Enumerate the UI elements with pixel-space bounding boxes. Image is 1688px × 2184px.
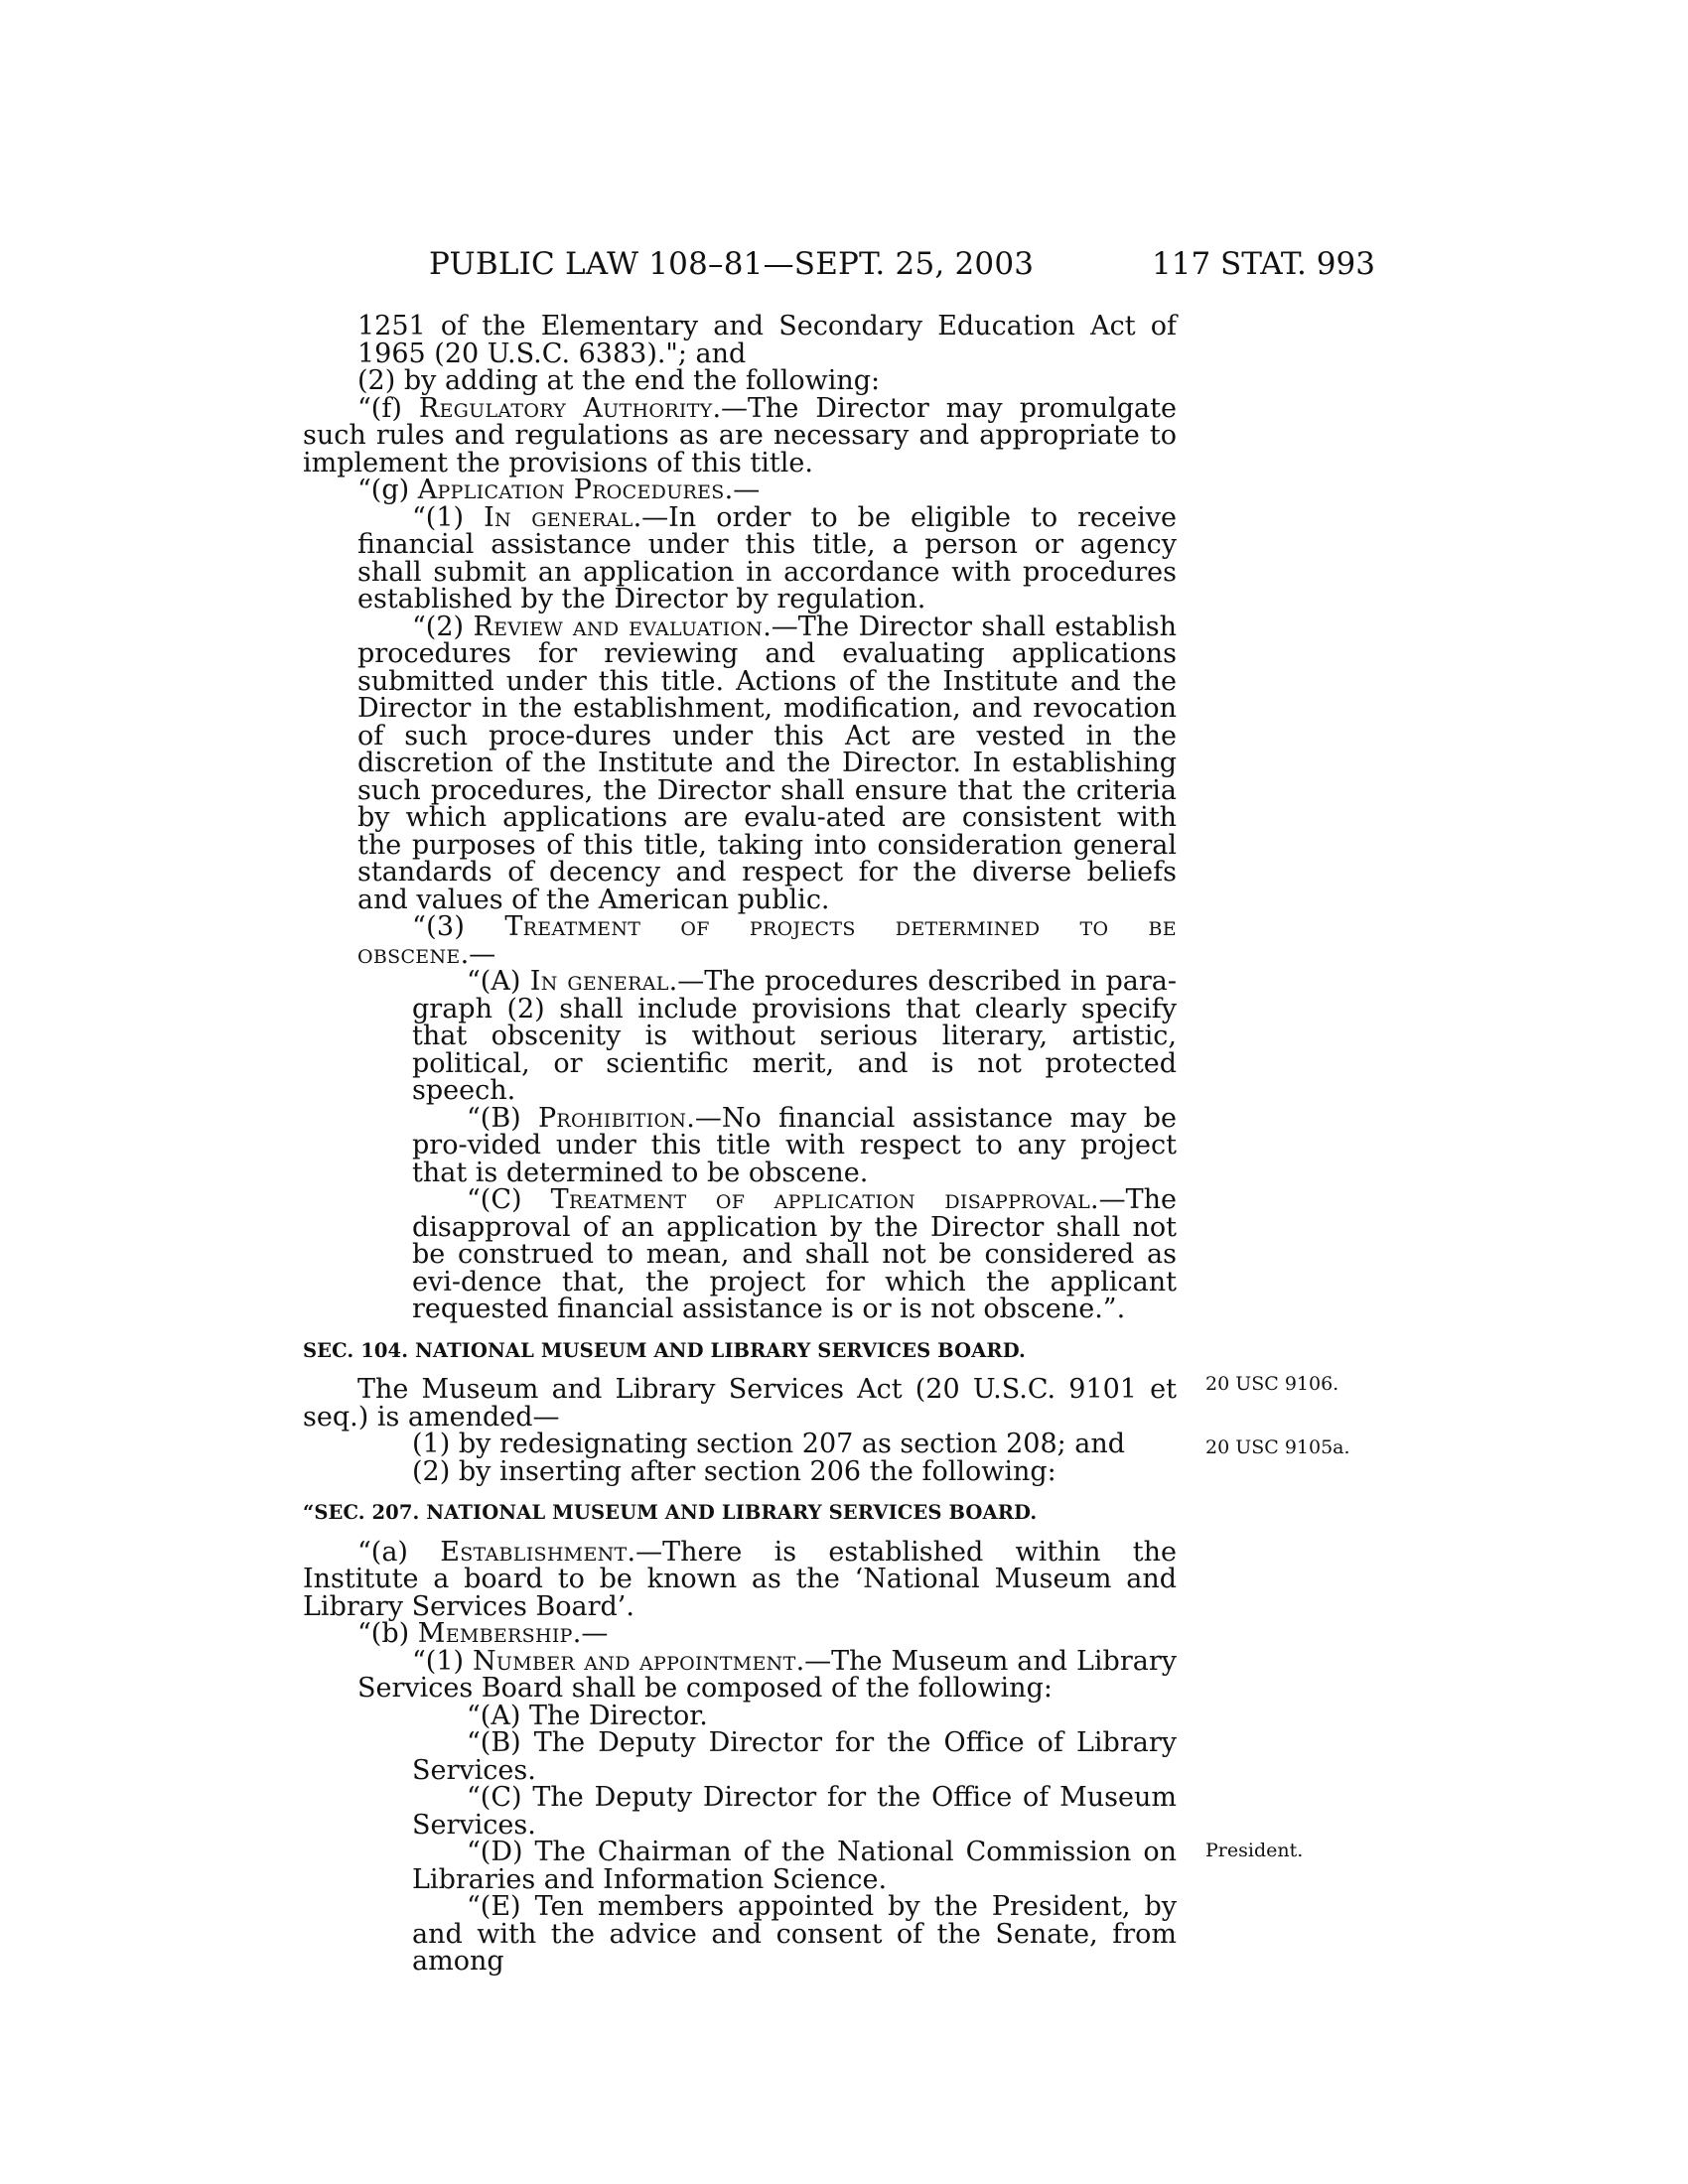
paragraph: “(2) Review and evaluation.—The Director shall establish procedures for reviewing and evaluating applications submitted under this title. Actions of the Institute and the Director in the establishment, modification, and revocation of such proce-dures under this Act are vested in the discretion of the Institute and the Director. In establishing such procedures, the Director shall ensure that the criteria by which applications are evalu-ated are consistent with the purposes of this title, taking into consideration general standards of decency and respect for the diverse beliefs and values of the American public. — [357, 611, 1177, 915]
paragraph: “(A) The Director. — [467, 1700, 708, 1731]
margin-note: 20 USC 9105a. — [1205, 1436, 1350, 1458]
section-heading: SEC. 104. NATIONAL MUSEUM AND LIBRARY SERVICES BOARD. — [303, 1338, 1026, 1362]
paragraph: “(a) Establishment.—There is established within the Institute a board to be known as the ‘National Museum and Library Services Board’. — [303, 1536, 1177, 1622]
paragraph: (2) by adding at the end the following: — [357, 365, 881, 396]
paragraph: “(C) The Deputy Director for the Office of Museum Services. — [412, 1782, 1177, 1841]
statute-text — [303, 313, 1177, 1976]
paragraph: “(g) Application Procedures.— — [357, 475, 761, 505]
section-heading: “SEC. 207. NATIONAL MUSEUM AND LIBRARY SERVICES BOARD. — [303, 1501, 1038, 1524]
paragraph: “(E) Ten members appointed by the President, by and with the advice and consent of the Senate, from among — [412, 1891, 1177, 1977]
paragraph-3-heading: “(3) Treatment of projects determined to be — [412, 911, 1177, 942]
margin-note: President. — [1205, 1840, 1304, 1861]
paragraph: obscene.— — [357, 938, 496, 970]
paragraph: “(1) Number and appointment.—The Museum and Library Services Board shall be composed of the following: — [357, 1645, 1177, 1704]
paragraph: “(C) Treatment of application disapproval.—The disapproval of an application by the Director shall not be construed to mean, and shall not be considered as evi-dence that, the project for which the applicant requested financial assistance is or is not obscene.”. — [412, 1184, 1177, 1324]
paragraph: 1251 of the Elementary and Secondary Education Act of 1965 (20 U.S.C. 6383)."; and — [357, 311, 1177, 369]
paragraph: “(f) Regulatory Authority.—The Director may promulgate such rules and regulations as are necessary and appropriate to implement the provisions of this title. — [303, 392, 1177, 478]
running-header: PUBLIC LAW 108–81—SEPT. 25, 2003 — [429, 246, 1035, 282]
paragraph: “(B) Prohibition.—No financial assistance may be pro-vided under this title with respect to any project that is determined to be obscene. — [412, 1102, 1178, 1188]
margin-note: 20 USC 9106. — [1205, 1373, 1339, 1395]
paragraph: “(A) In general.—The procedures described in para-graph (2) shall include provisions that clearly specify that obscenity is without serious literary, artistic, political, or scientific merit, and is not protected speech. — [412, 966, 1177, 1106]
paragraph: “(D) The Chairman of the National Commission on Libraries and Information Science. — [412, 1837, 1177, 1895]
page-reference: 117 STAT. 993 — [1152, 246, 1375, 282]
paragraph: “(1) In general.—In order to be eligible to receive financial assistance under this title, a person or agency shall submit an application in accordance with procedures established by the Director by regulation. — [357, 501, 1177, 614]
paragraph: “(B) The Deputy Director for the Office of Library Services. — [412, 1727, 1177, 1786]
paragraph: The Museum and Library Services Act (20 U.S.C. 9101 et seq.) is amended— — [303, 1374, 1177, 1433]
paragraph: (1) by redesignating section 207 as section 208; and — [412, 1429, 1126, 1459]
paragraph: “(b) Membership.— — [357, 1618, 609, 1649]
paragraph: (2) by inserting after section 206 the following: — [412, 1455, 1056, 1487]
